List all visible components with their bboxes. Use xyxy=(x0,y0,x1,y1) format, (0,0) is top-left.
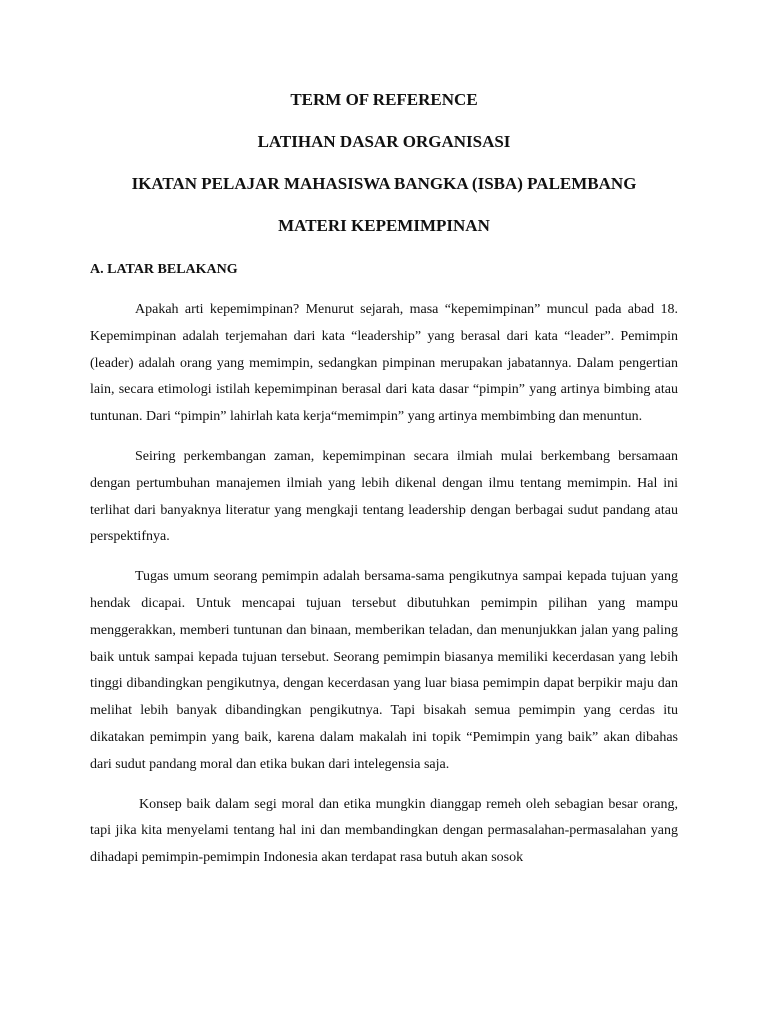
document-subtitle-program: LATIHAN DASAR ORGANISASI xyxy=(257,132,511,151)
document-title-block xyxy=(90,90,678,258)
document-subtitle-topic: MATERI KEPEMIMPINAN xyxy=(278,216,490,235)
paragraph-2: Seiring perkembangan zaman, kepemimpinan secara ilmiah mulai berkembang bersamaan dengan pertumbuhan manajemen ilmiah yang lebih dikenal dengan ilmu tentang memimpin. Hal ini terlihat dari banyaknya literatur yang mengkaji tentang leadership dengan berbagai sudut pandang atau perspektifnya. xyxy=(90,448,678,545)
document-subtitle-organization: IKATAN PELAJAR MAHASISWA BANGKA (ISBA) PALEMBANG xyxy=(131,174,637,193)
section-latar-belakang xyxy=(90,262,678,885)
section-heading: A. LATAR BELAKANG xyxy=(90,262,238,277)
paragraph-3: Tugas umum seorang pemimpin adalah bersama-sama pengikutnya sampai kepada tujuan yang hendak dicapai. Untuk mencapai tujuan tersebut dibutuhkan pemimpin pilihan yang mampu menggerakkan, memberi tuntunan dan binaan, memberikan teladan, dan menunjukkan jalan yang paling baik untuk sampai kepada tujuan tersebut. Seorang pemimpin biasanya memiliki kecerdasan yang lebih tinggi dibandingkan pengikutnya, dengan kecerdasan yang luar biasa pemimpin dapat berpikir maju dan melihat lebih banyak dibandingkan pengikutnya. Tapi bisakah semua pemimpin yang cerdas itu dikatakan pemimpin yang baik, karena dalam makalah ini topik “Pemimpin yang baik” akan dibahas dari sudut pandang moral dan etika bukan dari intelegensia saja. xyxy=(90,569,678,772)
paragraph-1: Apakah arti kepemimpinan? Menurut sejarah, masa “kepemimpinan” muncul pada abad 18. Kepemimpinan adalah terjemahan dari kata “leadership” yang berasal dari kata “leader”. Pemimpin (leader) adalah orang yang memimpin, sedangkan pimpinan merupakan jabatannya. Dalam pengertian lain, secara etimologi istilah kepemimpinan berasal dari kata dasar “pimpin” yang artinya bimbing atau tuntunan. Dari “pimpin” lahirlah kata kerja“memimpin” yang artinya membimbing dan menuntun. xyxy=(90,302,678,425)
document-title: TERM OF REFERENCE xyxy=(290,90,478,109)
paragraph-4: Konsep baik dalam segi moral dan etika mungkin dianggap remeh oleh sebagian besar orang, tapi jika kita menyelami tentang hal ini dan membandingkan dengan permasalahan-permasalahan yang dihadapi pemimpin-pemimpin Indonesia akan terdapat rasa butuh akan sosok xyxy=(90,796,678,866)
